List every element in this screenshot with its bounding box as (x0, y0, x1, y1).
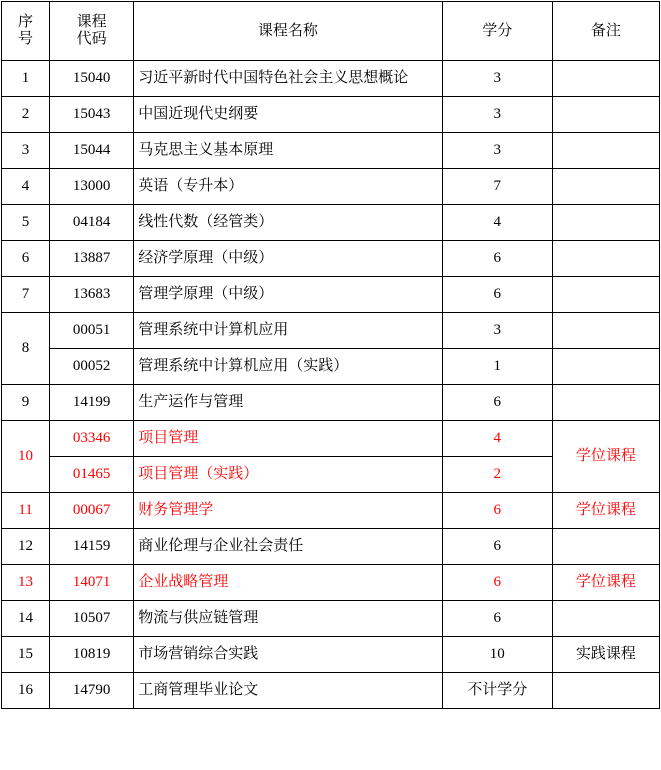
cell-remark (552, 241, 659, 277)
cell-course-name: 生产运作与管理 (134, 385, 442, 421)
table-row (2, 385, 660, 421)
cell-credit: 1 (442, 349, 552, 385)
cell-no: 8 (2, 313, 50, 385)
cell-course-name: 英语（专升本） (134, 169, 442, 205)
cell-credit: 4 (442, 205, 552, 241)
cell-remark: 学位课程 (552, 421, 659, 493)
cell-remark (552, 277, 659, 313)
cell-remark (552, 133, 659, 169)
cell-course-name: 管理学原理（中级） (134, 277, 442, 313)
cell-no: 11 (2, 493, 50, 529)
cell-course-code: 13000 (50, 169, 134, 205)
cell-course-code: 14790 (50, 673, 134, 709)
cell-credit: 7 (442, 169, 552, 205)
cell-credit: 4 (442, 421, 552, 457)
course-table (1, 1, 660, 709)
cell-credit: 6 (442, 385, 552, 421)
cell-course-code: 13887 (50, 241, 134, 277)
table-row (2, 493, 660, 529)
cell-course-name: 中国近现代史纲要 (134, 97, 442, 133)
cell-course-code: 14199 (50, 385, 134, 421)
table-row (2, 133, 660, 169)
cell-credit: 6 (442, 277, 552, 313)
column-header-no-line2: 号 (18, 31, 34, 47)
cell-credit: 6 (442, 601, 552, 637)
table-row (2, 277, 660, 313)
cell-credit: 6 (442, 493, 552, 529)
cell-course-code: 00067 (50, 493, 134, 529)
column-header-no (2, 2, 50, 61)
cell-remark (552, 169, 659, 205)
cell-course-code: 00051 (50, 313, 134, 349)
course-plan-table-page (0, 1, 661, 770)
cell-course-name: 物流与供应链管理 (134, 601, 442, 637)
cell-remark (552, 97, 659, 133)
column-header-code-line1: 课程 (76, 13, 107, 30)
cell-no: 15 (2, 637, 50, 673)
cell-course-name: 工商管理毕业论文 (134, 673, 442, 709)
cell-no: 4 (2, 169, 50, 205)
cell-credit: 10 (442, 637, 552, 673)
column-header-code (50, 2, 134, 61)
cell-remark (552, 673, 659, 709)
cell-course-name: 企业战略管理 (134, 565, 442, 601)
cell-no: 14 (2, 601, 50, 637)
cell-course-code: 14071 (50, 565, 134, 601)
cell-course-name: 项目管理（实践） (134, 457, 442, 493)
cell-remark (552, 601, 659, 637)
cell-course-name: 管理系统中计算机应用（实践） (134, 349, 442, 385)
cell-credit: 不计学分 (442, 673, 552, 709)
cell-course-code: 15040 (50, 61, 134, 97)
cell-course-code: 04184 (50, 205, 134, 241)
table-row (2, 313, 660, 349)
cell-remark: 学位课程 (552, 493, 659, 529)
cell-course-name: 市场营销综合实践 (134, 637, 442, 673)
cell-course-code: 03346 (50, 421, 134, 457)
cell-remark (552, 529, 659, 565)
table-row (2, 673, 660, 709)
cell-no: 6 (2, 241, 50, 277)
cell-course-name: 项目管理 (134, 421, 442, 457)
cell-course-code: 10819 (50, 637, 134, 673)
column-header-remark: 备注 (552, 2, 659, 61)
cell-no: 3 (2, 133, 50, 169)
column-header-code-line2: 代码 (76, 31, 107, 47)
cell-no: 7 (2, 277, 50, 313)
cell-course-name: 线性代数（经管类） (134, 205, 442, 241)
cell-credit: 3 (442, 313, 552, 349)
table-header (2, 2, 660, 61)
table-body (2, 61, 660, 709)
table-row (2, 349, 660, 385)
column-header-credit: 学分 (442, 2, 552, 61)
cell-remark: 学位课程 (552, 565, 659, 601)
cell-course-name: 习近平新时代中国特色社会主义思想概论 (134, 61, 442, 97)
cell-no: 12 (2, 529, 50, 565)
table-row (2, 241, 660, 277)
cell-course-code: 15043 (50, 97, 134, 133)
cell-course-code: 00052 (50, 349, 134, 385)
table-row (2, 529, 660, 565)
cell-no: 9 (2, 385, 50, 421)
cell-remark (552, 61, 659, 97)
cell-course-name: 管理系统中计算机应用 (134, 313, 442, 349)
table-row (2, 169, 660, 205)
cell-no: 5 (2, 205, 50, 241)
cell-course-name: 经济学原理（中级） (134, 241, 442, 277)
cell-remark: 实践课程 (552, 637, 659, 673)
cell-course-name: 马克思主义基本原理 (134, 133, 442, 169)
table-row (2, 97, 660, 133)
table-header-row (2, 2, 660, 61)
column-header-no-line1: 序 (18, 13, 34, 30)
cell-no: 16 (2, 673, 50, 709)
cell-credit: 2 (442, 457, 552, 493)
cell-course-name: 商业伦理与企业社会责任 (134, 529, 442, 565)
cell-credit: 6 (442, 565, 552, 601)
cell-remark (552, 205, 659, 241)
cell-no: 10 (2, 421, 50, 493)
cell-credit: 3 (442, 97, 552, 133)
cell-no: 13 (2, 565, 50, 601)
table-row (2, 421, 660, 457)
cell-no: 1 (2, 61, 50, 97)
cell-course-code: 14159 (50, 529, 134, 565)
cell-course-name: 财务管理学 (134, 493, 442, 529)
cell-credit: 3 (442, 133, 552, 169)
cell-credit: 6 (442, 529, 552, 565)
cell-no: 2 (2, 97, 50, 133)
table-row (2, 601, 660, 637)
cell-credit: 3 (442, 61, 552, 97)
table-row (2, 61, 660, 97)
cell-credit: 6 (442, 241, 552, 277)
cell-remark (552, 349, 659, 385)
table-row (2, 565, 660, 601)
cell-remark (552, 385, 659, 421)
cell-course-code: 13683 (50, 277, 134, 313)
table-row (2, 637, 660, 673)
cell-remark (552, 313, 659, 349)
cell-course-code: 10507 (50, 601, 134, 637)
cell-course-code: 15044 (50, 133, 134, 169)
column-header-name: 课程名称 (134, 2, 442, 61)
table-row (2, 205, 660, 241)
cell-course-code: 01465 (50, 457, 134, 493)
